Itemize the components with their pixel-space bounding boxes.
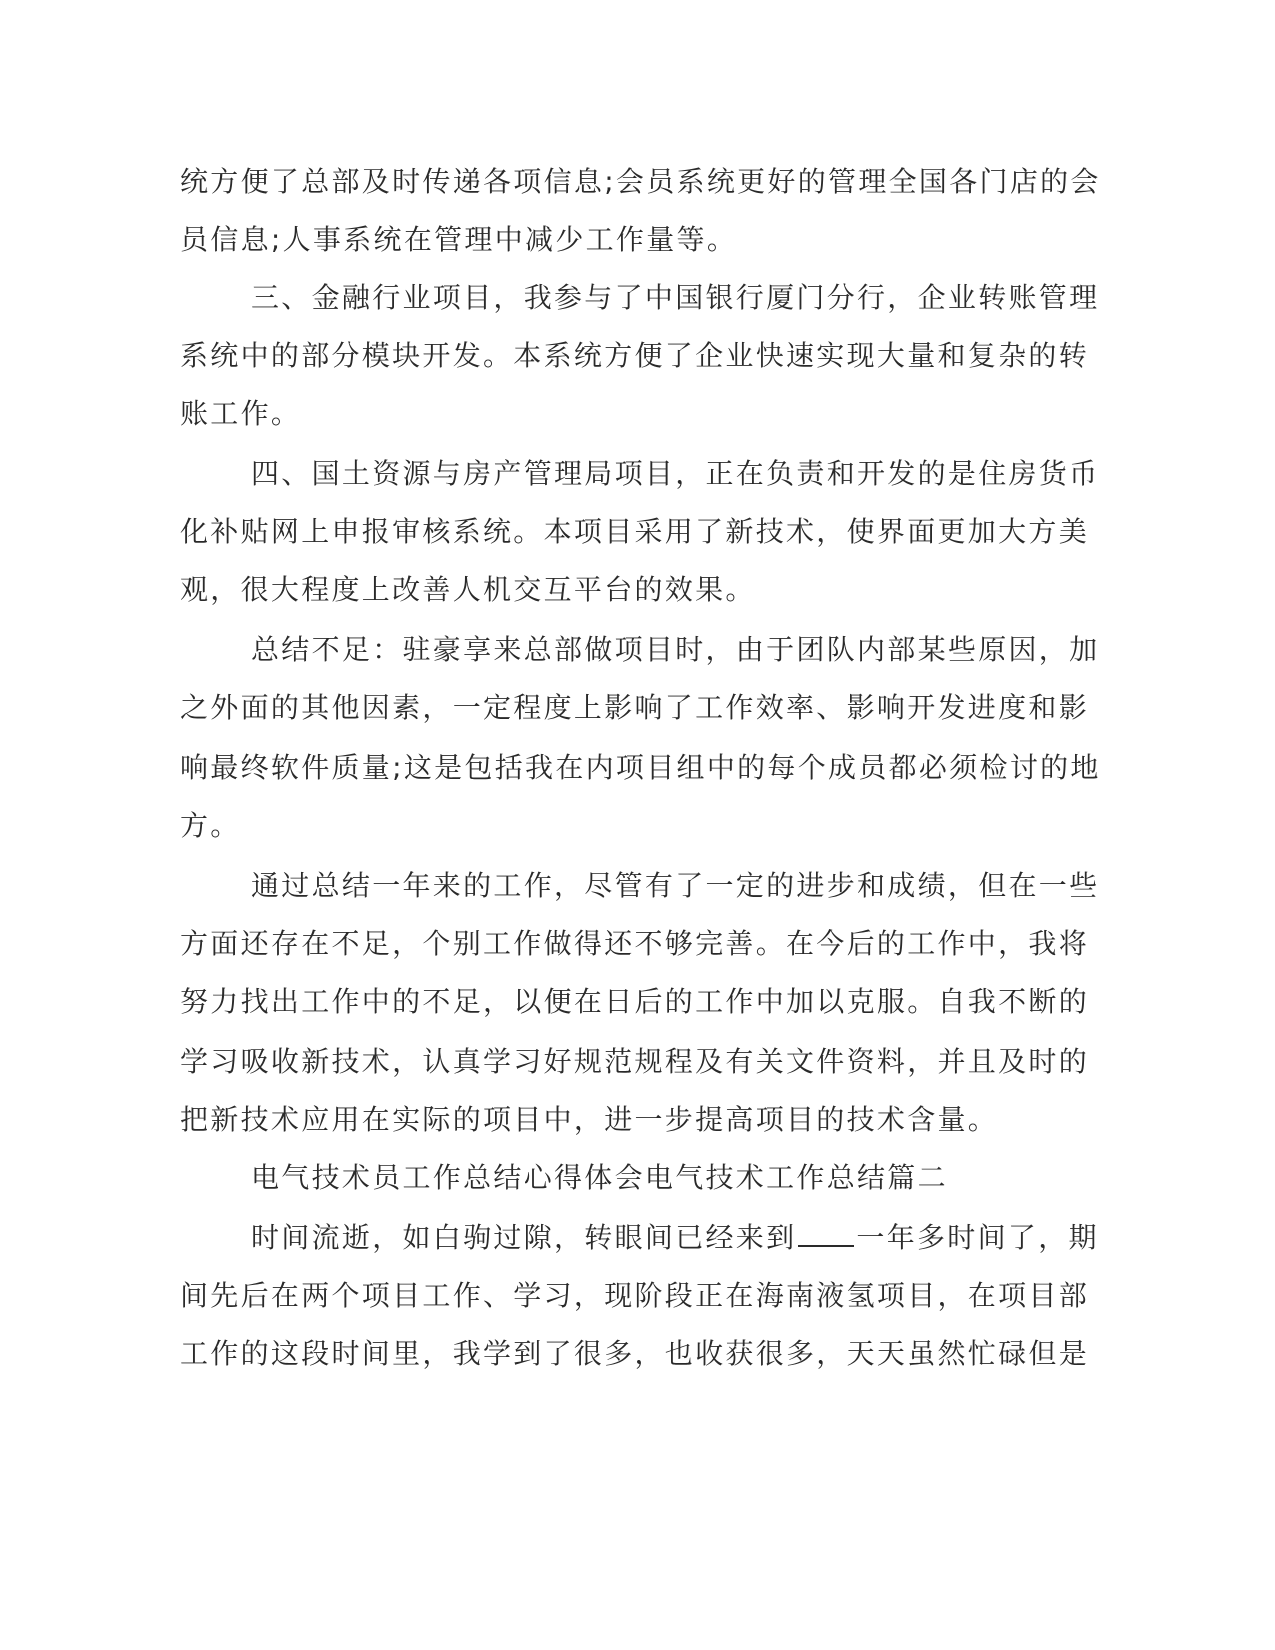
section-heading: 电气技术员工作总结心得体会电气技术工作总结篇二 xyxy=(251,1161,948,1194)
text-line: 通过总结一年来的工作，尽管有了一定的进步和成绩，但在一些 xyxy=(251,869,1100,902)
text-line: 方面还存在不足，个别工作做得还不够完善。在今后的工作中，我将 xyxy=(180,927,1090,960)
text-line: 间先后在两个项目工作、学习，现阶段正在海南液氢项目，在项目部 xyxy=(180,1279,1090,1312)
text-line: 之外面的其他因素，一定程度上影响了工作效率、影响开发进度和影 xyxy=(180,691,1090,724)
text-line: 四、国土资源与房产管理局项目，正在负责和开发的是住房货币 xyxy=(251,457,1100,490)
text-line: 工作的这段时间里，我学到了很多，也收获很多，天天虽然忙碌但是 xyxy=(180,1337,1090,1370)
text-line: 三、金融行业项目，我参与了中国银行厦门分行，企业转账管理 xyxy=(251,281,1100,314)
text-line: 系统中的部分模块开发。本系统方便了企业快速实现大量和复杂的转 xyxy=(180,339,1090,372)
text-line: 化补贴网上申报审核系统。本项目采用了新技术，使界面更加大方美 xyxy=(180,515,1090,548)
text-line: 总结不足：驻豪享来总部做项目时，由于团队内部某些原因，加 xyxy=(251,633,1100,666)
text-line: 员信息;人事系统在管理中减少工作量等。 xyxy=(180,223,738,256)
text-line-with-blank xyxy=(251,1222,1099,1254)
text-line: 观，很大程度上改善人机交互平台的效果。 xyxy=(180,573,756,606)
text-line: 响最终软件质量;这是包括我在内项目组中的每个成员都必须检讨的地 xyxy=(180,751,1101,784)
fill-in-blank xyxy=(798,1223,854,1247)
text-line: 统方便了总部及时传递各项信息;会员系统更好的管理全国各门店的会 xyxy=(180,165,1101,198)
text-line: 学习吸收新技术，认真学习好规范规程及有关文件资料，并且及时的 xyxy=(180,1045,1090,1078)
text-line: 努力找出工作中的不足，以便在日后的工作中加以克服。自我不断的 xyxy=(180,985,1090,1018)
text-line: 方。 xyxy=(180,809,241,842)
text-segment: 一年多时间了，期 xyxy=(856,1221,1099,1254)
text-line: 账工作。 xyxy=(180,397,302,430)
text-segment: 时间流逝，如白驹过隙，转眼间已经来到 xyxy=(251,1221,797,1254)
text-line: 把新技术应用在实际的项目中，进一步提高项目的技术含量。 xyxy=(180,1103,999,1136)
